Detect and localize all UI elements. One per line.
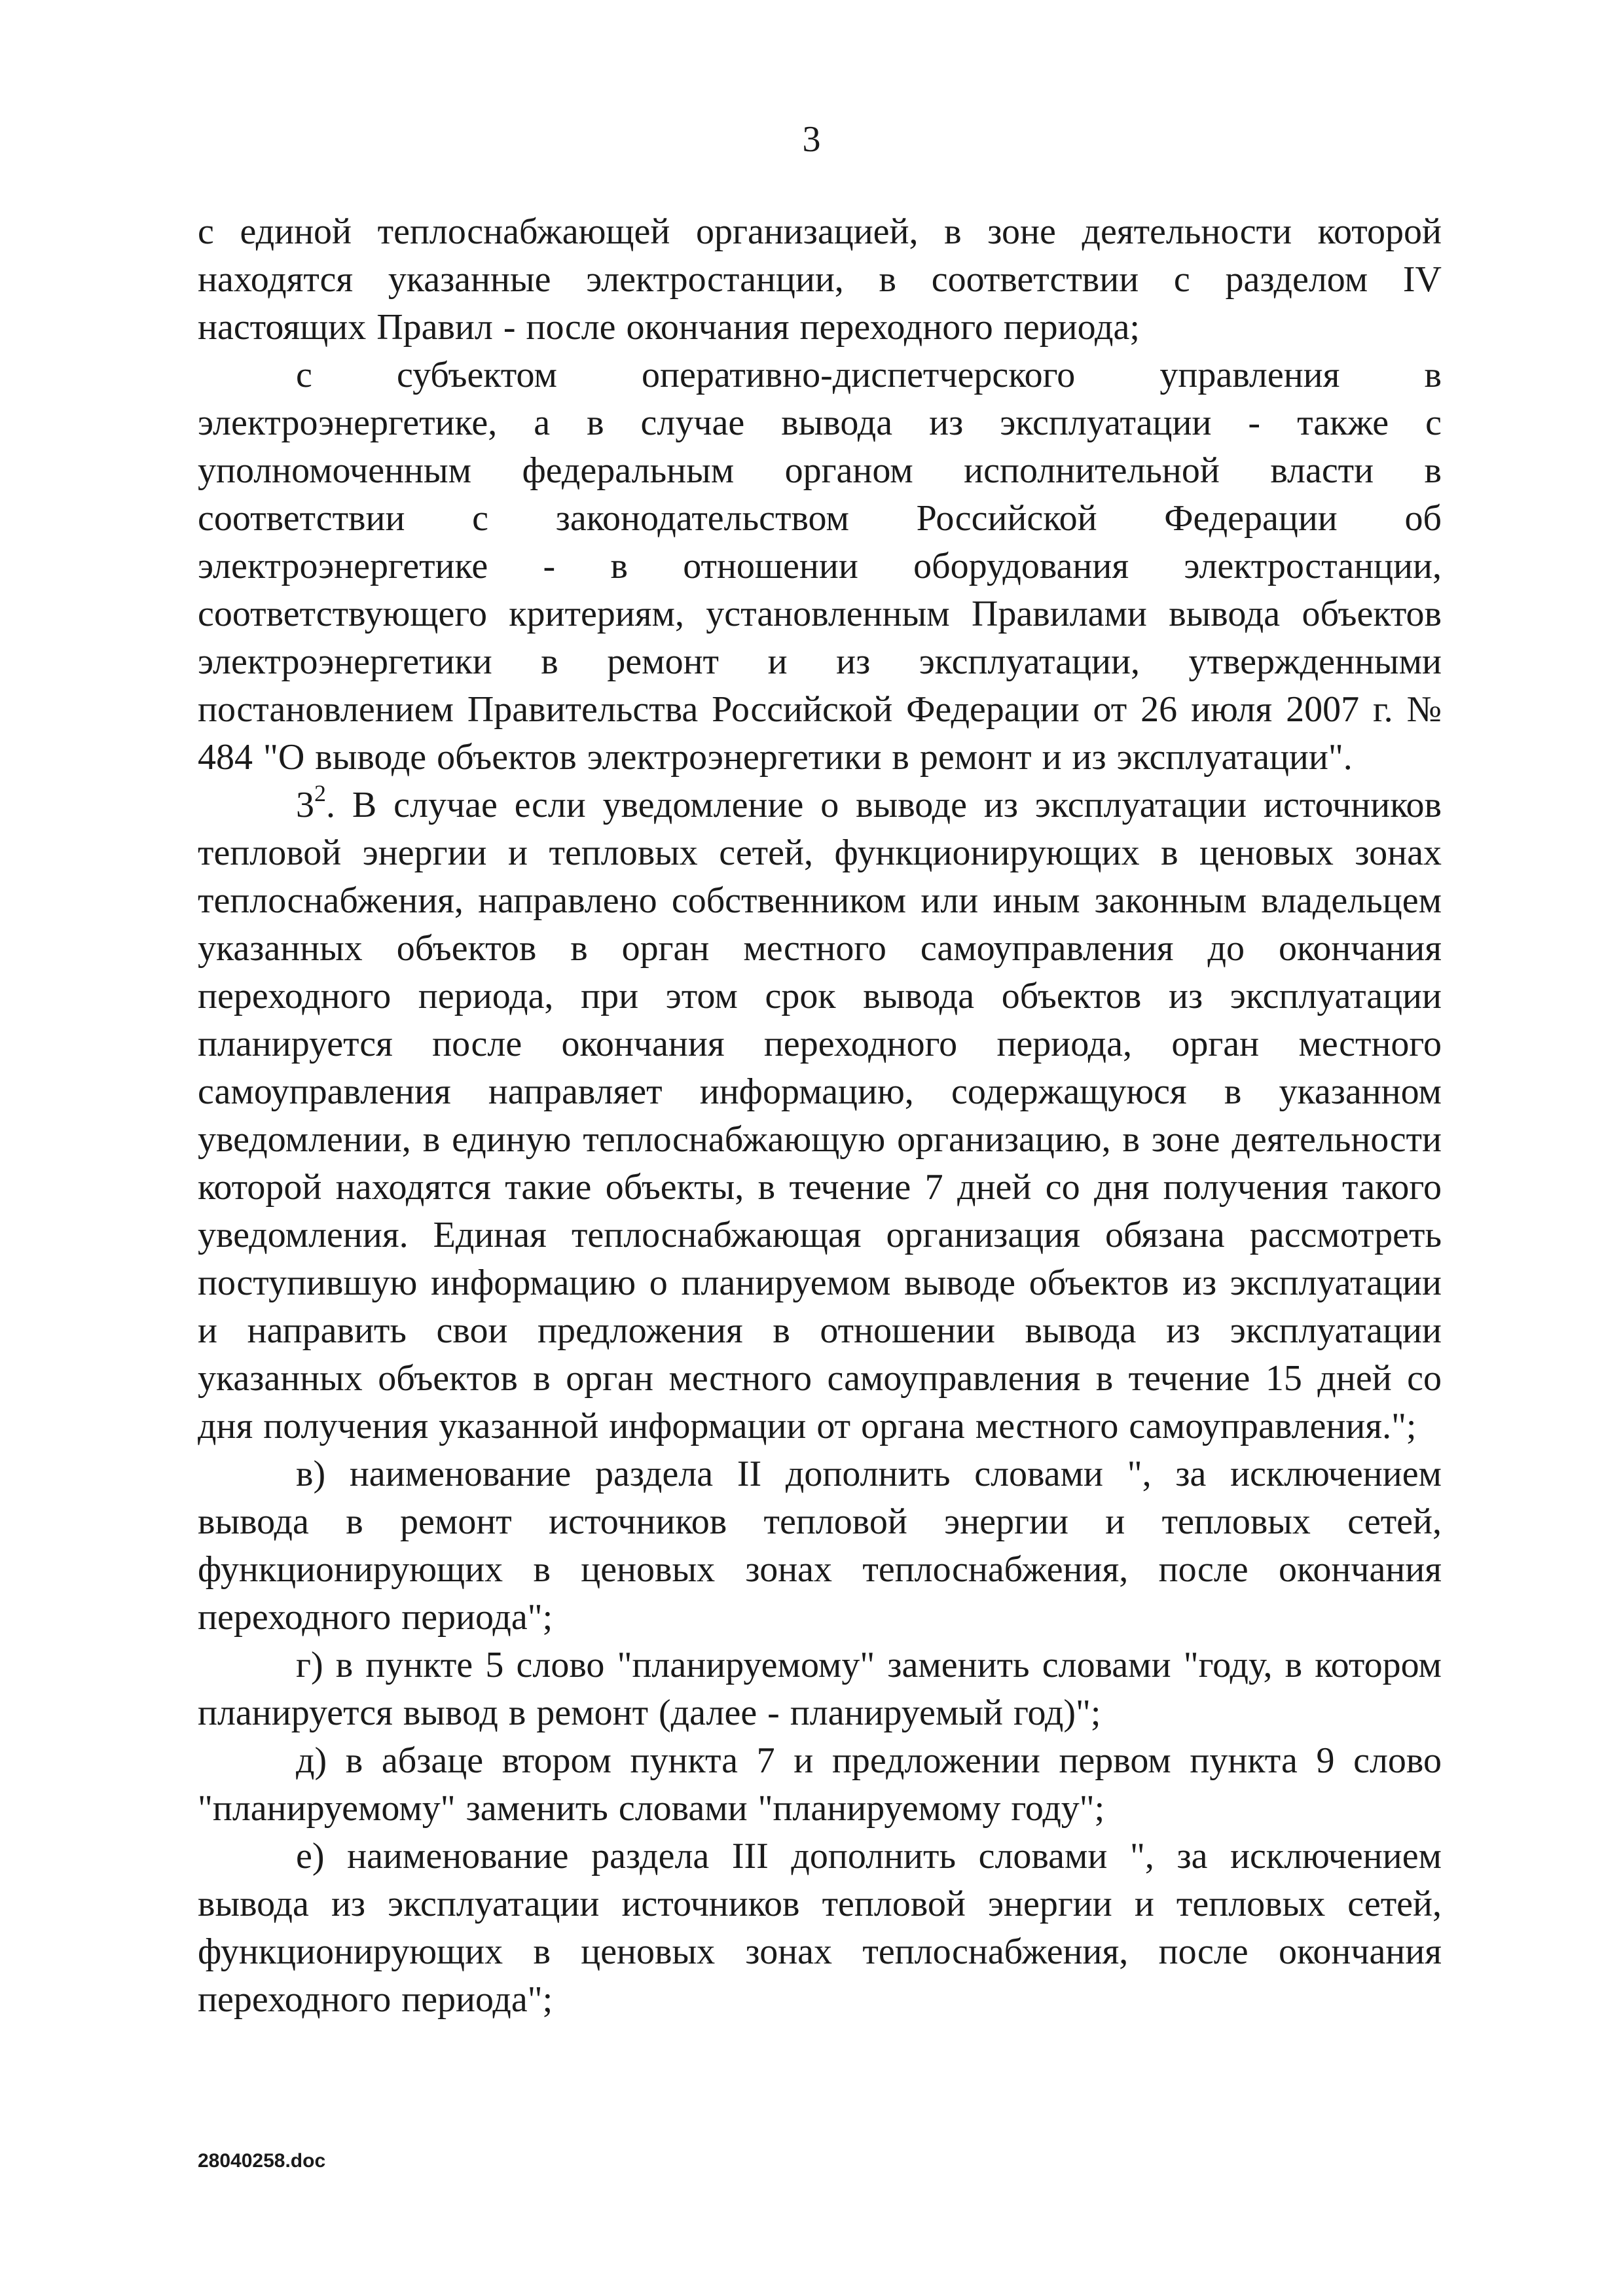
item-g: г) в пункте 5 слово "планируемому" заменить словами "году, в котором планируется вывод в ремонт (далее - планируемый год)"; [198,1645,1442,1733]
clause-3-2-number: 3 [296,785,314,825]
item-d: д) в абзаце втором пункта 7 и предложении первом пункта 9 слово "планируемому" заменить словами "планируемому году"; [198,1740,1442,1829]
page-number: 3 [802,119,821,160]
item-v: в) наименование раздела II дополнить словами ", за исключением вывода в ремонт источников тепловой энергии и тепловых сетей, функционирующих в ценовых зонах теплоснабжения, после окончания переходного периода"; [198,1454,1442,1638]
paragraph-dispatch-control: с субъектом оперативно-диспетчерского управления в электроэнергетике, а в случае вывода из эксплуатации - также с уполномоченным федеральным органом исполнительной власти в соответствии с законодательством Российской Федерации об электроэнергетике - в отношении оборудования электростанции, соответствующего критериям, установленным Правилами вывода объектов электроэнергетики в ремонт и из эксплуатации, утвержденными постановлением Правительства Российской Федерации от 26 июля 2007 г. № 484 "О выводе объектов электроэнергетики в ремонт и из эксплуатации". [198,355,1442,778]
item-e: е) наименование раздела III дополнить словами ", за исключением вывода из эксплуатации источников тепловой энергии и тепловых сетей, функционирующих в ценовых зонах теплоснабжения, после окончания переходного периода"; [198,1836,1442,2020]
clause-3-2-superscript: 2 [314,780,326,806]
paragraph-heat-supply-org: с единой теплоснабжающей организацией, в зоне деятельности которой находятся указанные электростанции, в соответствии с разделом IV настоящих Правил - после окончания переходного периода; [198,211,1442,348]
footer-filename: 28040258.doc [198,2150,326,2172]
clause-3-2-text: . В случае если уведомление о выводе из эксплуатации источников тепловой энергии и тепловых сетей, функционирующих в ценовых зонах теплоснабжения, направлено собственником или иным законным владельцем указанных объектов в орган местного самоуправления до окончания переходного периода, при этом срок вывода объектов из эксплуатации планируется после окончания переходного периода, орган местного самоуправления направляет информацию, содержащуюся в указанном уведомлении, в единую теплоснабжающую организацию, в зоне деятельности которой находятся такие объекты, в течение 7 дней со дня получения такого уведомления. Единая теплоснабжающая организация обязана рассмотреть поступившую информацию о планируемом выводе объектов из эксплуатации и направить свои предложения в отношении вывода из эксплуатации указанных объектов в орган местного самоуправления в течение 15 дней со дня получения указанной информации от органа местного самоуправления."; [198,785,1442,1446]
clause-3-2 [198,781,1442,1450]
document-body [198,208,1442,2024]
